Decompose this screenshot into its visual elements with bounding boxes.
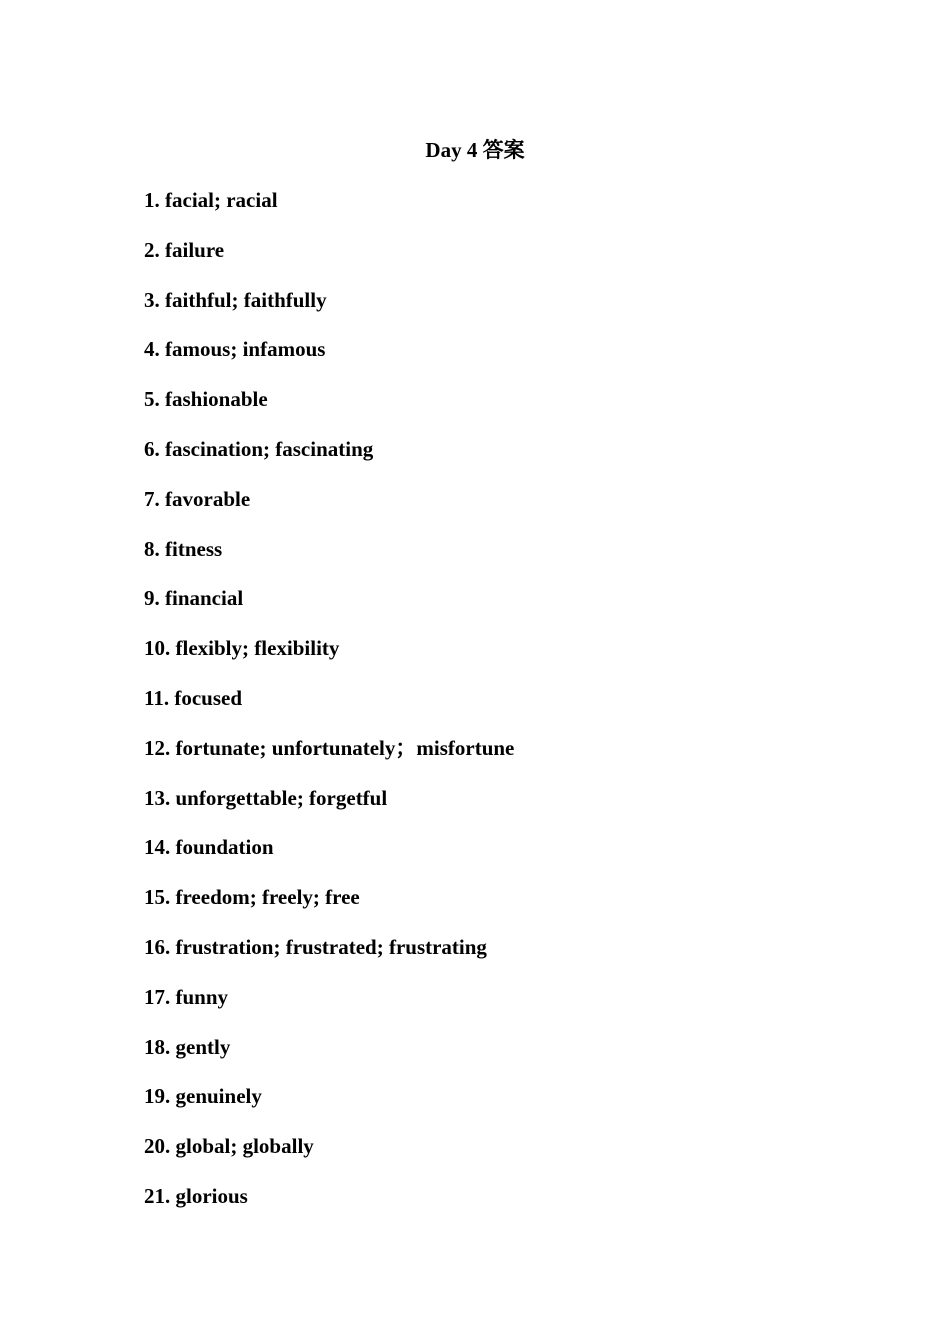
answer-item-3: 3. faithful; faithfully — [144, 287, 327, 312]
answer-item-12: 12. fortunate; unfortunately；misfortune — [144, 735, 515, 760]
answer-item-2: 2. failure — [144, 237, 225, 262]
answer-item-18: 18. gently — [144, 1034, 231, 1059]
answer-item-10: 10. flexibly; flexibility — [144, 636, 340, 661]
answer-item-8: 8. fitness — [144, 536, 223, 561]
answer-item-15: 15. freedom; freely; free — [144, 885, 360, 910]
answer-item-19: 19. genuinely — [144, 1084, 262, 1109]
answer-item-11: 11. focused — [144, 685, 243, 710]
answer-item-16: 16. frustration; frustrated; frustrating — [144, 934, 487, 959]
answer-item-5: 5. fashionable — [144, 387, 268, 412]
answer-list — [144, 186, 514, 1232]
answer-item-14: 14. foundation — [144, 835, 274, 860]
answer-item-6: 6. fascination; fascinating — [144, 436, 374, 461]
answer-item-21: 21. glorious — [144, 1183, 248, 1208]
answer-item-13: 13. unforgettable; forgetful — [144, 785, 388, 810]
answer-item-20: 20. global; globally — [144, 1134, 314, 1159]
answer-item-7: 7. favorable — [144, 486, 251, 511]
answer-item-9: 9. financial — [144, 586, 244, 611]
answer-item-4: 4. famous; infamous — [144, 337, 326, 362]
answer-item-1: 1. facial; racial — [144, 188, 278, 212]
page-title: Day 4 答案 — [425, 138, 525, 162]
answer-item-17: 17. funny — [144, 984, 229, 1009]
